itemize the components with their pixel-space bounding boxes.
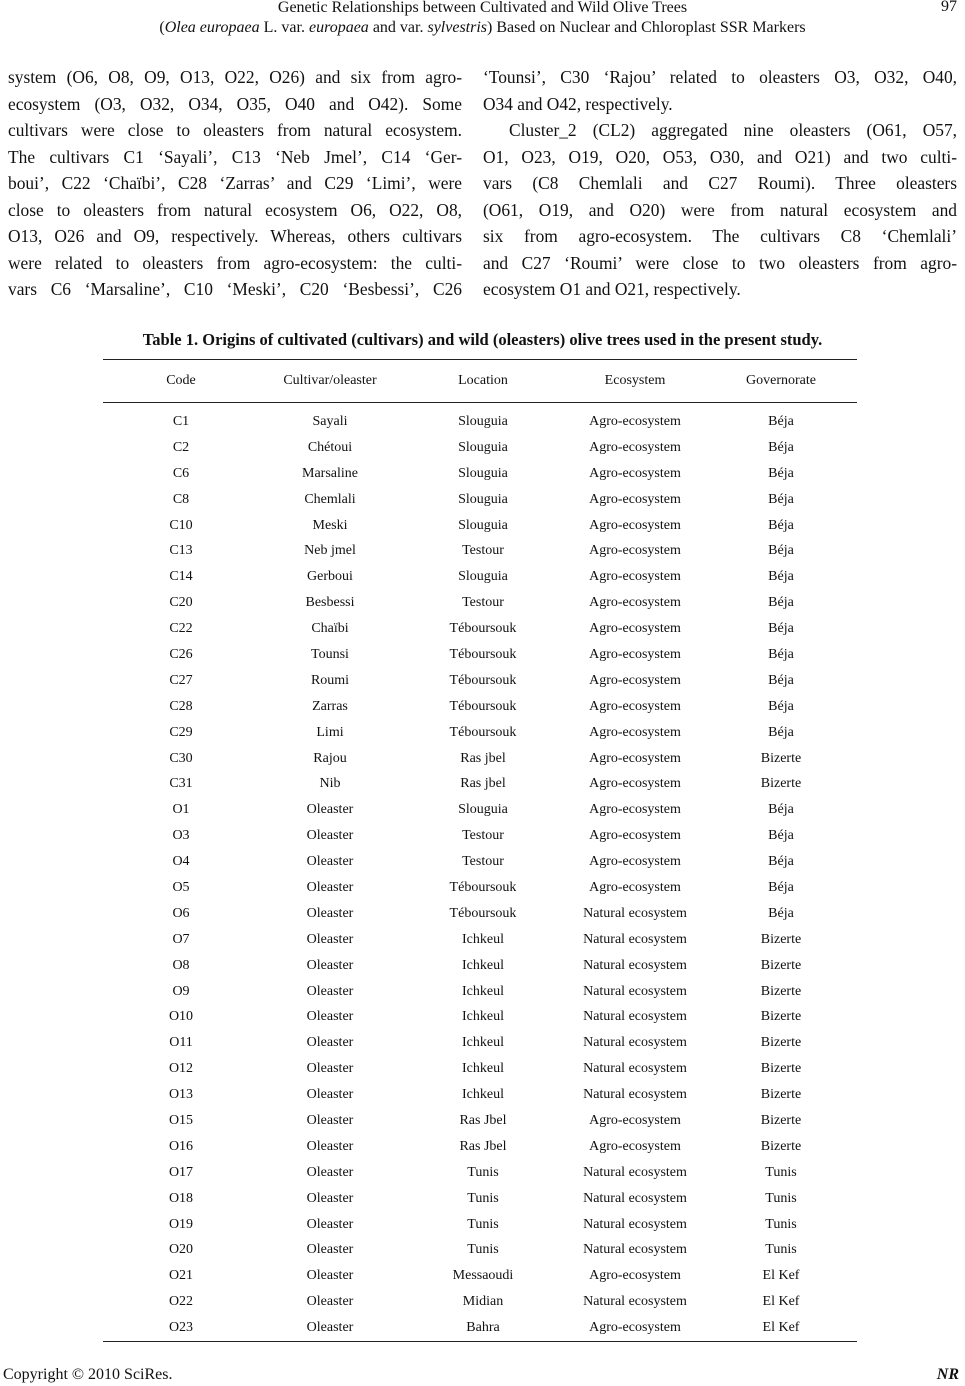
table-cell: Natural ecosystem (583, 983, 687, 999)
table-cell: O16 (168, 1138, 194, 1154)
table-cell: Oleaster (306, 1009, 354, 1025)
text-line: O13, O26 and O9, respectively. Whereas, others cultivars (8, 226, 462, 246)
table-cell: Bahra (466, 1320, 500, 1336)
text-line: system (O6, O8, O9, O13, O22, O26) and six from agro- (8, 67, 462, 87)
text-line: vars (C8 Chemlali and C27 Roumi). Three oleasters (483, 173, 957, 193)
table-cell: Agro-ecosystem (589, 517, 681, 533)
table-cell: Agro-ecosystem (589, 1320, 681, 1336)
table-row (103, 927, 857, 953)
table-cell: Ichkeul (462, 1035, 504, 1051)
table-cell: Tunis (467, 1216, 499, 1232)
text-line: cultivars were close to oleasters from natural ecosystem. (8, 120, 462, 140)
table-cell: Oleaster (306, 802, 354, 818)
running-title: Genetic Relationships between Cultivated and Wild Olive Trees (277, 0, 688, 16)
table-cell: Natural ecosystem (583, 1061, 687, 1077)
table-cell: Oleaster (306, 983, 354, 999)
table-row (103, 1082, 857, 1108)
table-row (103, 461, 857, 487)
table-cell: Oleaster (306, 957, 354, 973)
table-cell: Agro-ecosystem (589, 595, 681, 611)
table-cell: C28 (169, 698, 193, 714)
table-cell: Ichkeul (462, 957, 504, 973)
table-cell: Agro-ecosystem (589, 776, 681, 792)
table-cell: Slouguia (458, 569, 508, 585)
table-row (103, 409, 857, 435)
table-cell: Béja (768, 543, 794, 559)
table-cell: Slouguia (458, 413, 508, 429)
table-cell: Testour (462, 595, 504, 611)
table-cell: O23 (168, 1320, 194, 1336)
table-cell: Ichkeul (462, 983, 504, 999)
table-row (103, 1004, 857, 1030)
subtitle-part: sylvestris (427, 19, 488, 36)
table-cell: Slouguia (458, 439, 508, 455)
table-cell: O20 (168, 1242, 194, 1258)
table-cell: Téboursouk (449, 724, 517, 740)
right-column (483, 64, 957, 303)
table-cell: Agro-ecosystem (589, 1112, 681, 1128)
table-cell: El Kef (762, 1294, 800, 1310)
table-cell: Oleaster (306, 1061, 354, 1077)
text-line: ecosystem O1 and O21, respectively. (483, 279, 741, 299)
table-cell: Gerboui (307, 569, 353, 585)
table-cell: O21 (168, 1268, 194, 1284)
table-cell: C10 (169, 517, 193, 533)
table-cell: Ichkeul (462, 1009, 504, 1025)
table-cell: Natural ecosystem (583, 905, 687, 921)
table-row (103, 668, 857, 694)
table-cell: Slouguia (458, 517, 508, 533)
table-cell: O7 (172, 931, 190, 947)
table-cell: Tunis (765, 1164, 797, 1180)
table-cell: Agro-ecosystem (589, 491, 681, 507)
table-cell: Agro-ecosystem (589, 854, 681, 870)
table-cell: Ichkeul (462, 931, 504, 947)
table-cell: Oleaster (306, 1035, 354, 1051)
table-cell: Slouguia (458, 465, 508, 481)
table-cell: Agro-ecosystem (589, 413, 681, 429)
table-row (103, 979, 857, 1005)
table-cell: Testour (462, 543, 504, 559)
table-cell: Béja (768, 465, 794, 481)
table-cell: Natural ecosystem (583, 1242, 687, 1258)
table-row (103, 901, 857, 927)
table-row (103, 1238, 857, 1264)
table-cell: Bizerte (760, 1087, 802, 1103)
table-row (103, 1134, 857, 1160)
table-cell: O4 (172, 854, 190, 870)
table-cell: Rajou (313, 750, 347, 766)
table-cell: Béja (768, 672, 794, 688)
table-cell: Agro-ecosystem (589, 1268, 681, 1284)
subtitle-part: ( (159, 19, 165, 36)
text-line: vars C6 ‘Marsaline’, C10 ‘Meski’, C20 ‘Besbessi’, C26 (8, 279, 462, 299)
table-cell: Oleaster (306, 1087, 354, 1103)
table-cell: Téboursouk (449, 698, 517, 714)
table-cell: Béja (768, 828, 794, 844)
table-row (103, 616, 857, 642)
table-row (103, 746, 857, 772)
table-cell: Agro-ecosystem (589, 724, 681, 740)
table-cell: Natural ecosystem (583, 1087, 687, 1103)
table-cell: O5 (172, 879, 190, 895)
left-column (8, 64, 462, 303)
table-cell: Oleaster (306, 1112, 354, 1128)
table-row (103, 823, 857, 849)
table-cell: Agro-ecosystem (589, 621, 681, 637)
table-cell: Natural ecosystem (583, 1294, 687, 1310)
table-cell: Bizerte (760, 1138, 802, 1154)
table-cell: Béja (768, 698, 794, 714)
table-cell: Natural ecosystem (583, 1190, 687, 1206)
table-row (103, 1056, 857, 1082)
table-cell: Téboursouk (449, 621, 517, 637)
table-row (103, 642, 857, 668)
table-cell: Bizerte (760, 983, 802, 999)
table-cell: Agro-ecosystem (589, 1138, 681, 1154)
table-cell: Bizerte (760, 1061, 802, 1077)
table-cell: Chaïbi (311, 621, 349, 637)
table-row (103, 538, 857, 564)
table-cell: O1 (172, 802, 190, 818)
subtitle-part: L. var. (259, 19, 309, 36)
table-cell: Béja (768, 621, 794, 637)
table-row (103, 564, 857, 590)
table-row (103, 513, 857, 539)
table-cell: Bizerte (760, 776, 802, 792)
table-cell: Agro-ecosystem (589, 439, 681, 455)
table-row (103, 771, 857, 797)
table-cell: Oleaster (306, 1268, 354, 1284)
table-cell: C8 (172, 491, 190, 507)
page-number: 97 (941, 0, 957, 15)
table-cell: Limi (316, 724, 344, 740)
text-line: ecosystem (O3, O32, O34, O35, O40 and O42). Some (8, 93, 462, 114)
table-caption: Table 1. Origins of cultivated (cultivars) and wild (oleasters) olive trees used in the present study. (142, 330, 823, 349)
table-cell: Ras jbel (460, 750, 506, 766)
table-cell: Ichkeul (462, 1061, 504, 1077)
table-cell: Béja (768, 802, 794, 818)
table-cell: Bizerte (760, 931, 802, 947)
table-cell: O22 (168, 1294, 194, 1310)
origins-table (103, 359, 857, 1342)
table-row (103, 1186, 857, 1212)
table-cell: El Kef (762, 1268, 800, 1284)
subtitle-part: and var. (368, 19, 428, 36)
journal-abbrev: NR (936, 1366, 959, 1383)
table-cell: Slouguia (458, 802, 508, 818)
table-row (103, 720, 857, 746)
table-cell: Agro-ecosystem (589, 465, 681, 481)
table-cell: C14 (169, 569, 193, 585)
table-row (103, 953, 857, 979)
table-cell: Tunis (467, 1242, 499, 1258)
table-cell: Ichkeul (462, 1087, 504, 1103)
column-header: Code (166, 373, 196, 388)
table-cell: Agro-ecosystem (589, 698, 681, 714)
table-cell: Testour (462, 854, 504, 870)
table-cell: Téboursouk (449, 879, 517, 895)
table-row (103, 590, 857, 616)
table-cell: O12 (168, 1061, 194, 1077)
table-cell: C30 (169, 750, 193, 766)
table-cell: Agro-ecosystem (589, 750, 681, 766)
table-row (103, 1160, 857, 1186)
table-cell: Tunis (765, 1216, 797, 1232)
column-header: Location (458, 373, 508, 388)
table-cell: C1 (172, 413, 190, 429)
copyright: Copyright © 2010 SciRes. (3, 1366, 173, 1383)
table-row (103, 1315, 857, 1341)
table-cell: Béja (768, 517, 794, 533)
text-line: ‘Tounsi’, C30 ‘Rajou’ related to oleasters O3, O32, O40, (483, 67, 957, 87)
table-cell: Natural ecosystem (583, 931, 687, 947)
table-cell: Agro-ecosystem (589, 543, 681, 559)
table-cell: Roumi (310, 672, 350, 688)
table-cell: Tunis (765, 1242, 797, 1258)
table-cell: O8 (172, 957, 190, 973)
text-line: The cultivars C1 ‘Sayali’, C13 ‘Neb Jmel’, C14 ‘Ger- (8, 146, 462, 167)
table-cell: Zarras (312, 698, 348, 714)
table-cell: O17 (168, 1164, 194, 1180)
table-cell: Béja (768, 491, 794, 507)
running-subtitle (0, 18, 965, 38)
table-cell: Bizerte (760, 1112, 802, 1128)
table-cell: O10 (168, 1009, 194, 1025)
table-cell: Oleaster (306, 1190, 354, 1206)
table-cell: Oleaster (306, 931, 354, 947)
subtitle-part: europaea (308, 19, 369, 36)
table-cell: Chétoui (307, 439, 353, 455)
table-cell: O3 (172, 828, 190, 844)
table-cell: Agro-ecosystem (589, 672, 681, 688)
subtitle-part: ) Based on Nuclear and Chloroplast SSR Markers (487, 19, 806, 36)
table-cell: Tounsi (311, 646, 349, 662)
table-cell: Nib (319, 776, 341, 792)
table-cell: Béja (768, 879, 794, 895)
table-cell: O15 (168, 1112, 194, 1128)
text-line: O34 and O42, respectively. (483, 93, 673, 114)
table-cell: Béja (768, 646, 794, 662)
table-cell: O6 (172, 905, 190, 921)
table-cell: Midian (462, 1294, 504, 1310)
table-cell: Oleaster (306, 1242, 354, 1258)
table-row (103, 435, 857, 461)
table-cell: Bizerte (760, 957, 802, 973)
table-cell: Messaoudi (452, 1268, 514, 1284)
table-cell: El Kef (762, 1320, 800, 1336)
table-row (103, 1289, 857, 1315)
table-cell: C31 (169, 776, 193, 792)
table-cell: O11 (169, 1035, 193, 1051)
table-cell: Béja (768, 595, 794, 611)
table-cell: Natural ecosystem (583, 1009, 687, 1025)
table-cell: Téboursouk (449, 646, 517, 662)
table-cell: Oleaster (306, 1320, 354, 1336)
table-cell: Ras jbel (460, 776, 506, 792)
table-cell: Ras Jbel (459, 1138, 507, 1154)
table-cell: Meski (312, 517, 348, 533)
column-header: Ecosystem (604, 373, 666, 388)
table-cell: Agro-ecosystem (589, 646, 681, 662)
table-row (103, 1212, 857, 1238)
table-cell: C22 (169, 621, 193, 637)
table-cell: O19 (168, 1216, 194, 1232)
table-cell: Oleaster (306, 854, 354, 870)
table-cell: Oleaster (306, 905, 354, 921)
table-cell: Tunis (765, 1190, 797, 1206)
table-cell: Bizerte (760, 1035, 802, 1051)
table-row (103, 1030, 857, 1056)
table-cell: Béja (768, 854, 794, 870)
table-cell: Béja (768, 439, 794, 455)
table-cell: Oleaster (306, 879, 354, 895)
table-cell: Natural ecosystem (583, 1164, 687, 1180)
table-cell: Slouguia (458, 491, 508, 507)
table-cell: C26 (169, 646, 193, 662)
table-cell: Téboursouk (449, 672, 517, 688)
column-header: Cultivar/oleaster (283, 373, 377, 388)
text-line: O1, O23, O19, O20, O53, O30, and O21) and two culti- (483, 146, 957, 167)
table-cell: Béja (768, 413, 794, 429)
text-line: close to oleasters from natural ecosystem O6, O22, O8, (8, 199, 462, 220)
table-row (103, 1263, 857, 1289)
table-row (103, 849, 857, 875)
table-cell: Chemlali (304, 491, 356, 507)
text-line: boui’, C22 ‘Chaïbi’, C28 ‘Zarras’ and C29 ‘Limi’, were (8, 173, 462, 193)
table-cell: Natural ecosystem (583, 1035, 687, 1051)
table-cell: C27 (169, 672, 193, 688)
table-cell: Natural ecosystem (583, 1216, 687, 1232)
table-header-row (103, 360, 857, 403)
text-line: were related to oleasters from agro-ecosystem: the culti- (8, 252, 462, 273)
column-header: Governorate (746, 373, 816, 388)
table-cell: Béja (768, 569, 794, 585)
subtitle-part: Olea europaea (164, 19, 260, 36)
table-cell: Sayali (312, 413, 348, 429)
table-cell: Tunis (467, 1190, 499, 1206)
table-cell: C2 (172, 439, 190, 455)
table-cell: Oleaster (306, 1164, 354, 1180)
table-cell: Agro-ecosystem (589, 828, 681, 844)
table-cell: Neb jmel (304, 543, 356, 559)
table-cell: Agro-ecosystem (589, 879, 681, 895)
table-row (103, 875, 857, 901)
table-cell: Bizerte (760, 750, 802, 766)
table-row (103, 797, 857, 823)
table-cell: C13 (169, 543, 193, 559)
table-cell: Agro-ecosystem (589, 569, 681, 585)
table-cell: Bizerte (760, 1009, 802, 1025)
table-cell: Agro-ecosystem (589, 802, 681, 818)
table-row (103, 694, 857, 720)
table-cell: Béja (768, 905, 794, 921)
table-cell: Oleaster (306, 1216, 354, 1232)
table-row (103, 1108, 857, 1134)
table-cell: Testour (462, 828, 504, 844)
table-cell: Béja (768, 724, 794, 740)
table-cell: C6 (172, 465, 190, 481)
table-cell: C29 (169, 724, 193, 740)
table-cell: Natural ecosystem (583, 957, 687, 973)
table-cell: O9 (172, 983, 190, 999)
table-cell: C20 (169, 595, 193, 611)
table-cell: Marsaline (302, 465, 358, 481)
text-line: six from agro-ecosystem. The cultivars C8 ‘Chemlali’ (483, 226, 957, 246)
table-cell: Besbessi (305, 595, 355, 611)
table-cell: Oleaster (306, 828, 354, 844)
text-line: and C27 ‘Roumi’ were close to two oleasters from agro- (483, 252, 957, 273)
table-cell: Tunis (467, 1164, 499, 1180)
table-cell: Ras Jbel (459, 1112, 507, 1128)
text-line: Cluster_2 (CL2) aggregated nine oleasters (O61, O57, (509, 120, 957, 140)
table-cell: O13 (168, 1087, 194, 1103)
table-cell: Téboursouk (449, 905, 517, 921)
table-cell: O18 (168, 1190, 194, 1206)
table-row (103, 487, 857, 513)
table-cell: Oleaster (306, 1138, 354, 1154)
text-line: (O61, O19, and O20) were from natural ecosystem and (483, 199, 957, 220)
table-cell: Oleaster (306, 1294, 354, 1310)
